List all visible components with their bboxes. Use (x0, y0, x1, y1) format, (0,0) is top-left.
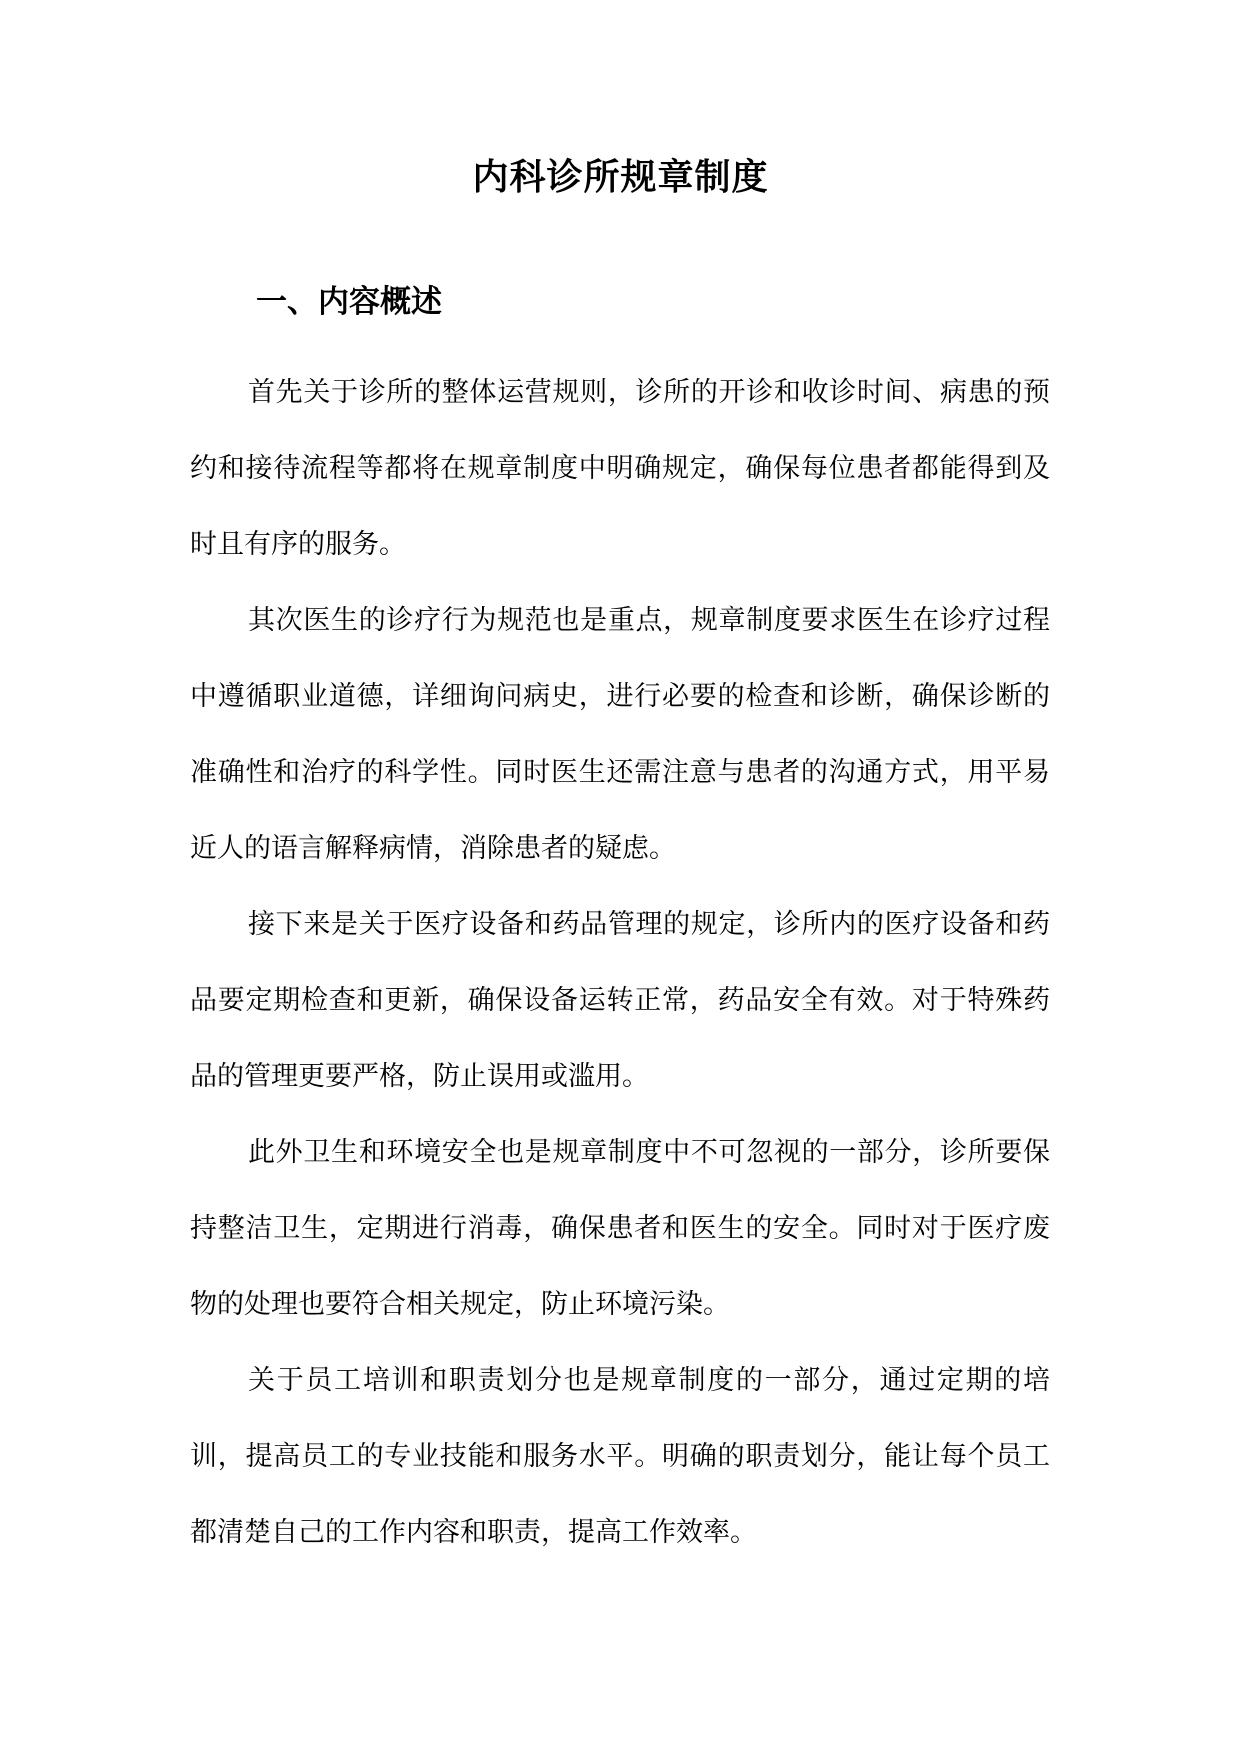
paragraph-staff-training: 关于员工培训和职责划分也是规章制度的一部分，通过定期的培训，提高员工的专业技能和服务水平。明确的职责划分，能让每个员工都清楚自己的工作内容和职责，提高工作效率。 (190, 1365, 1050, 1548)
section-heading: 一、内容概述 (256, 284, 442, 320)
paragraph-operations: 首先关于诊所的整体运营规则，诊所的开诊和收诊时间、病患的预约和接待流程等都将在规章制度中明确规定，确保每位患者都能得到及时且有序的服务。 (190, 377, 1050, 560)
paragraph-hygiene-safety: 此外卫生和环境安全也是规章制度中不可忽视的一部分，诊所要保持整洁卫生，定期进行消毒，确保患者和医生的安全。同时对于医疗废物的处理也要符合相关规定，防止环境污染。 (190, 1137, 1050, 1320)
document-title: 内科诊所规章制度 (472, 157, 769, 198)
paragraph-doctor-conduct: 其次医生的诊疗行为规范也是重点，规章制度要求医生在诊疗过程中遵循职业道德，详细询问病史，进行必要的检查和诊断，确保诊断的准确性和治疗的科学性。同时医生还需注意与患者的沟通方式，用平易近人的语言解释病情，消除患者的疑虑。 (190, 605, 1050, 864)
document-body (190, 355, 1050, 1571)
paragraph-equipment-drugs: 接下来是关于医疗设备和药品管理的规定，诊所内的医疗设备和药品要定期检查和更新，确保设备运转正常，药品安全有效。对于特殊药品的管理更要严格，防止误用或滥用。 (190, 909, 1050, 1092)
